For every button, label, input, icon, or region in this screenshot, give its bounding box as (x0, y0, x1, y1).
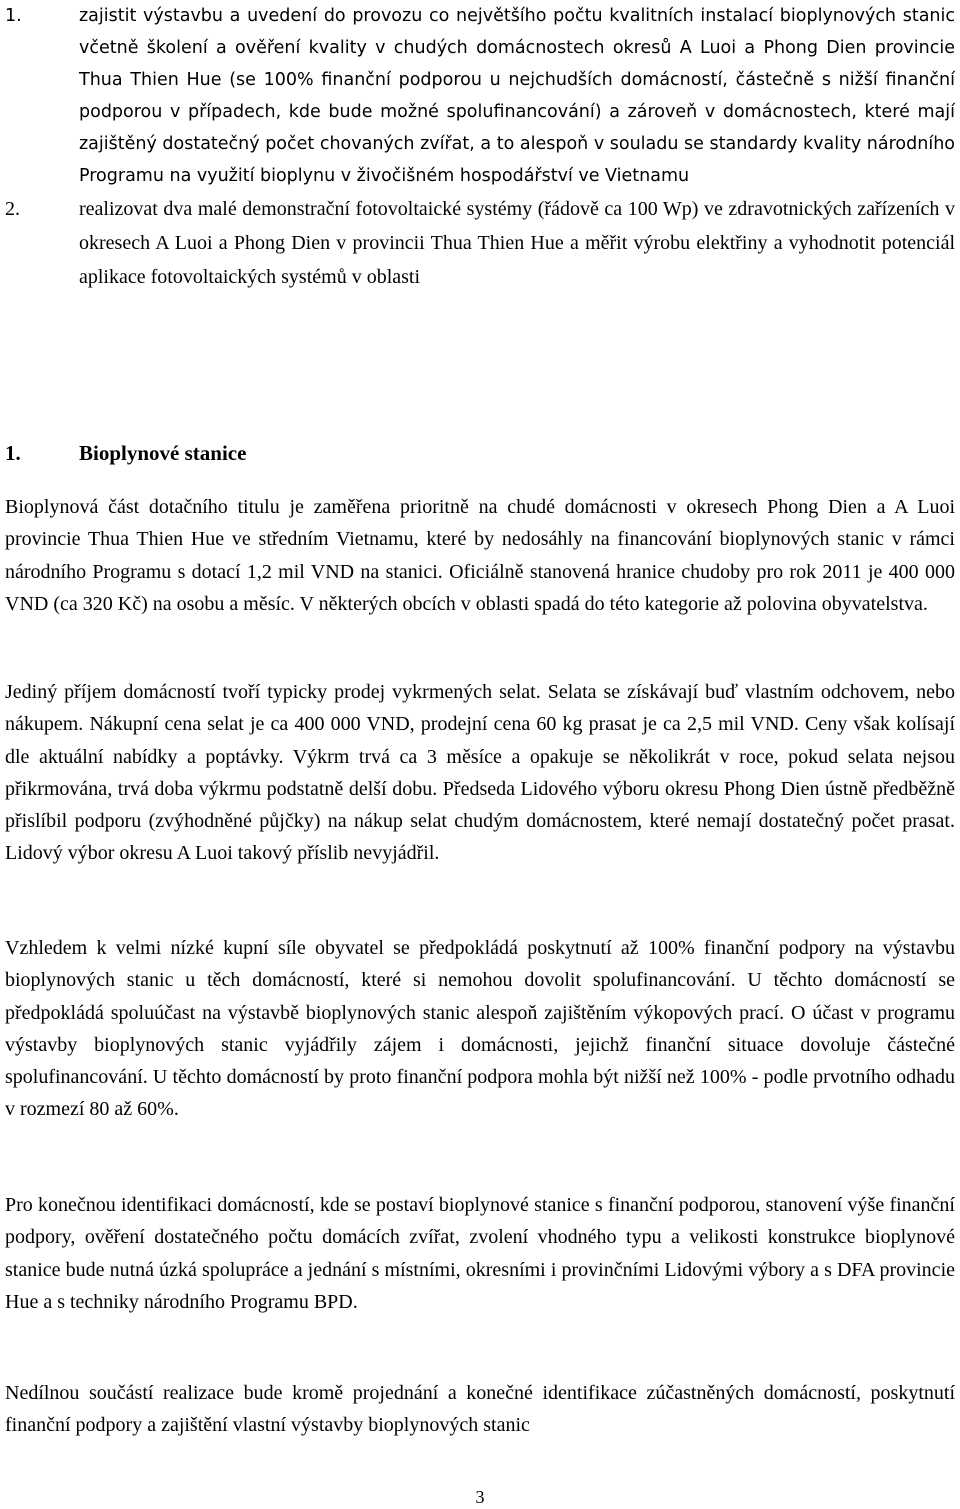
list-item-text: zajistit výstavbu a uvedení do provozu co největšího počtu kvalitních instalací bioplynových stanic včetně školení a ověření kvality v chudých domácnostech okresů A Luoi a Phong Dien provincie Thua Thien Hue (se 100% finanční podporou u nejchudších domácností, částečně s nižší finanční podporou v případech, kde bude možné spolufinancování) a zároveň v domácnostech, které mají zajištěný dostatečný počet chovaných zvířat, a to alespoň v souladu se standardy kvality národního Programu na využití bioplynu v živočišném hospodářství ve Vietnamu (79, 6, 955, 186)
list-item (5, 192, 955, 294)
section-heading (5, 437, 246, 469)
body-paragraph: Bioplynová část dotačního titulu je zaměřena prioritně na chudé domácnosti v okresech Phong Dien a A Luoi provincie Thua Thien Hue ve středním Vietnamu, které by nedosáhly na financování bioplynových stanic v rámci národního Programu s dotací 1,2 mil VND na stanici. Oficiálně stanovená hranice chudoby pro rok 2011 je 400 000 VND (ca 320 Kč) na osobu a měsíc. V některých obcích v oblasti spadá do této kategorie až polovina obyvatelstva. (5, 496, 955, 615)
list-item-text: realizovat dva malé demonstrační fotovoltaické systémy (řádově ca 100 Wp) ve zdravotnických zařízeních v okresech A Luoi a Phong Dien v provincii Thua Thien Hue a měřit výrobu elektřiny a vyhodnotit potenciál aplikace fotovoltaických systémů v oblasti (79, 198, 955, 288)
section-number: 1. (5, 441, 21, 465)
numbered-list (5, 0, 955, 294)
body-paragraph: Pro konečnou identifikaci domácností, kde se postaví bioplynové stanice s finanční podporou, stanovení výše finanční podpory, ověření dostatečného počtu domácích zvířat, zvolení vhodného typu a velikosti konstrukce bioplynové stanice bude nutná úzká spolupráce a jednání s místními, okresními i provinčními Lidovými výbory a s DFA provincie Hue a s techniky národního Programu BPD. (5, 1194, 955, 1313)
list-item-number: 1. (5, 6, 22, 26)
list-item (5, 0, 955, 192)
body-paragraph: Vzhledem k velmi nízké kupní síle obyvatel se předpokládá poskytnutí až 100% finanční podpory na výstavbu bioplynových stanic u těch domácností, které si nemohou dovolit spolufinancování. U těchto domácností se předpokládá spoluúčast na výstavbě bioplynových stanic alespoň zajištěním výkopových prací. O účast v programu výstavby bioplynových stanic vyjádřily zájem i domácnosti, jejichž finanční situace dovoluje částečné spolufinancování. U těchto domácností by proto finanční podpora mohla být nižší než 100% - podle prvotního odhadu v rozmezí 80 až 60%. (5, 937, 955, 1121)
page-number: 3 (475, 1487, 485, 1507)
list-item-number: 2. (5, 198, 20, 220)
section-title: Bioplynové stanice (79, 441, 247, 465)
body-paragraph: Nedílnou součástí realizace bude kromě projednání a konečné identifikace zúčastněných domácností, poskytnutí finanční podpory a zajištění vlastní výstavby bioplynových stanic (5, 1382, 955, 1437)
body-paragraph: Jediný příjem domácností tvoří typicky prodej vykrmených selat. Selata se získávají buď vlastním odchovem, nebo nákupem. Nákupní cena selat je ca 400 000 VND, prodejní cena 60 kg prasat je ca 2,5 mil VND. Ceny však kolísají dle aktuální nabídky a poptávky. Výkrm trvá ca 3 měsíce a opakuje se několikrát v roce, pokud selata nejsou přikrmována, trvá doba výkrmu podstatně delší dobu. Předseda Lidového výboru okresu Phong Dien ústně předběžně přislíbil podporu (zvýhodněné půjčky) na nákup selat chudým domácnostem, které nemají dostatečný počet prasat. Lidový výbor okresu A Luoi takový příslib nevyjádřil. (5, 681, 955, 865)
